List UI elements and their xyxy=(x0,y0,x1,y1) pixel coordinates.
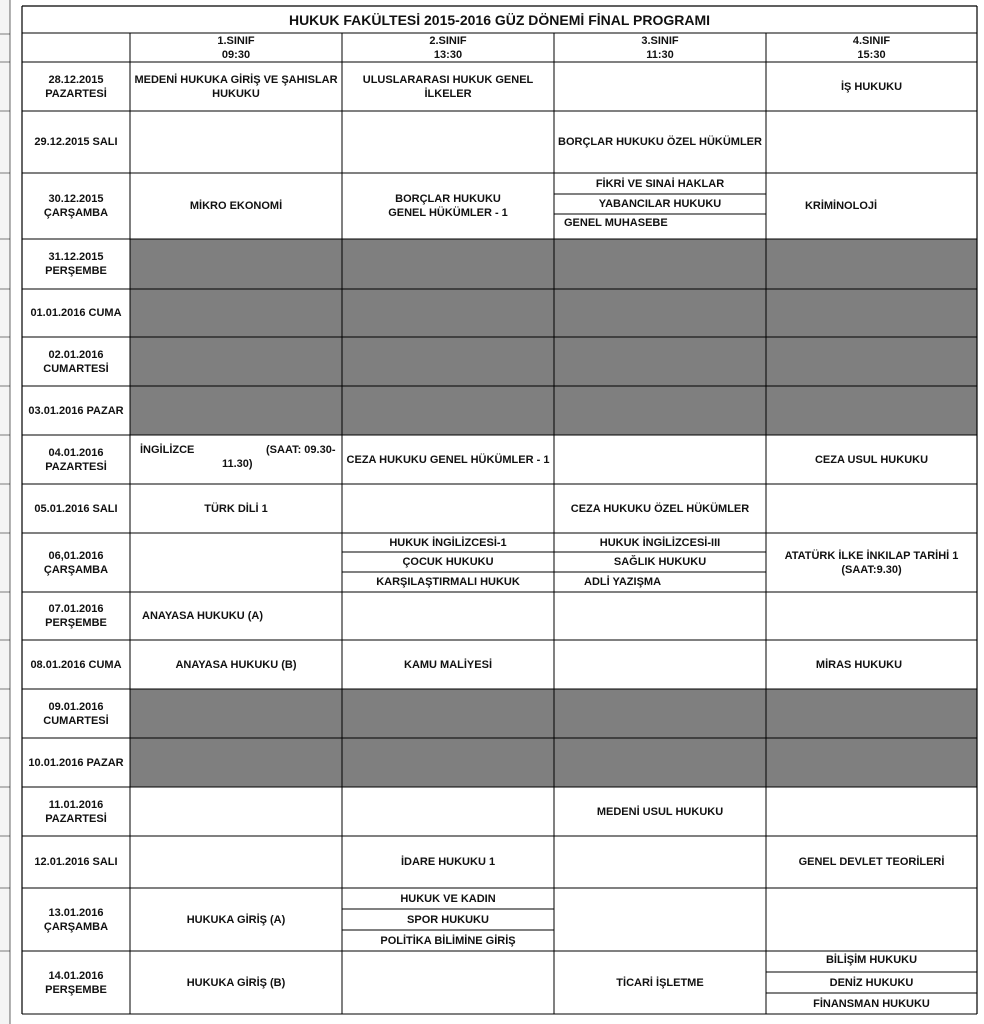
schedule-title: HUKUK FAKÜLTESİ 2015-2016 GÜZ DÖNEMİ FİNAL PROGRAMI xyxy=(288,11,711,28)
exam-cell: ÇOCUK HUKUKU xyxy=(402,556,494,568)
date-cell: 14.01.2016 PERŞEMBE xyxy=(45,969,107,996)
exam-cell: BİLİŞİM HUKUKU xyxy=(825,954,918,966)
exam-cell: POLİTİKA BİLİMİNE GİRİŞ xyxy=(380,934,516,947)
column-time-2: 13:30 xyxy=(433,48,463,61)
exam-cell: ANAYASA HUKUKU (B) xyxy=(175,658,297,671)
gutter-strip xyxy=(0,0,10,1024)
exam-cell: KAMU MALİYESİ xyxy=(404,658,492,671)
column-label-4: 4.SINIF xyxy=(852,34,891,47)
exam-cell: KRİMİNOLOJİ xyxy=(804,200,878,212)
date-cell: 05.01.2016 SALI xyxy=(34,502,118,515)
exam-cell: 11.30) xyxy=(222,458,253,470)
date-cell: 11.01.2016 PAZARTESİ xyxy=(45,798,107,825)
date-cell: 09.01.2016 CUMARTESİ xyxy=(43,700,109,727)
exam-cell: BORÇLAR HUKUKU ÖZEL HÜKÜMLER xyxy=(558,136,762,148)
date-cell: 06,01.2016 ÇARŞAMBA xyxy=(43,549,109,576)
exam-cell: KARŞILAŞTIRMALI HUKUK xyxy=(376,576,520,588)
exam-cell: HUKUKA GİRİŞ (A) xyxy=(186,913,286,926)
exam-cell: ADLİ YAZIŞMA xyxy=(584,576,662,588)
column-time-1: 09:30 xyxy=(221,48,251,61)
exam-cell: BORÇLAR HUKUKU GENEL HÜKÜMLER - 1 xyxy=(388,193,508,219)
date-cell: 07.01.2016 PERŞEMBE xyxy=(45,603,107,629)
exam-cell: HUKUK VE KADIN xyxy=(400,892,496,905)
exam-cell: MEDENİ USUL HUKUKU xyxy=(596,805,724,818)
exam-cell: İNGİLİZCE xyxy=(140,444,195,456)
column-label-2: 2.SINIF xyxy=(429,34,467,47)
date-cell: 03.01.2016 PAZAR xyxy=(28,404,124,417)
exam-cell: CEZA USUL HUKUKU xyxy=(814,453,929,466)
exam-cell: TÜRK DİLİ 1 xyxy=(204,502,268,515)
exam-cell: ULUSLARARASI HUKUK GENEL İLKELER xyxy=(362,73,534,100)
exam-cell: ANAYASA HUKUKU (A) xyxy=(142,610,264,622)
exam-cell: İŞ HUKUKU xyxy=(840,80,903,93)
date-cell: 28.12.2015 PAZARTESİ xyxy=(45,73,107,100)
date-cell: 12.01.2016 SALI xyxy=(34,856,118,868)
exam-cell: CEZA HUKUKU ÖZEL HÜKÜMLER xyxy=(570,502,750,515)
date-cell: 31.12.2015 PERŞEMBE xyxy=(45,251,107,277)
column-time-4: 15:30 xyxy=(857,48,886,61)
exam-cell: MİRAS HUKUKU xyxy=(815,658,903,671)
exam-cell: TİCARİ İŞLETME xyxy=(616,976,704,989)
date-cell: 02.01.2016 CUMARTESİ xyxy=(43,348,109,375)
date-cell: 04.01.2016 PAZARTESİ xyxy=(45,446,107,473)
column-label-3: 3.SINIF xyxy=(641,34,679,47)
column-time-3: 11:30 xyxy=(646,48,674,61)
exam-cell: HUKUK İNGİLİZCESİ-1 xyxy=(389,536,507,549)
exam-cell: ATATÜRK İLKE İNKILAP TARİHİ 1 (SAAT:9.30) xyxy=(784,549,959,576)
date-cell: 10.01.2016 PAZAR xyxy=(28,756,124,769)
column-header-4 xyxy=(766,33,977,62)
date-cell: 08.01.2016 CUMA xyxy=(30,658,122,671)
exam-cell: GENEL DEVLET TEORİLERİ xyxy=(798,856,945,868)
exam-cell: MİKRO EKONOMİ xyxy=(189,200,283,212)
exam-cell: GENEL MUHASEBE xyxy=(564,217,668,229)
date-cell: 30.12.2015 ÇARŞAMBA xyxy=(43,193,109,219)
exam-cell: DENİZ HUKUKU xyxy=(829,976,914,989)
exam-cell: HUKUK İNGİLİZCESİ-III xyxy=(599,536,721,549)
exam-cell: MEDENİ HUKUKA GİRİŞ VE ŞAHISLAR HUKUKU xyxy=(134,73,338,100)
exam-cell: YABANCILAR HUKUKU xyxy=(598,198,722,210)
column-header-3 xyxy=(554,33,766,62)
exam-cell: FİNANSMAN HUKUKU xyxy=(813,997,930,1010)
column-label-1: 1.SINIF xyxy=(217,34,255,47)
date-cell: 01.01.2016 CUMA xyxy=(30,307,122,319)
exam-cell: HUKUKA GİRİŞ (B) xyxy=(186,976,286,989)
exam-cell: (SAAT: 09.30- xyxy=(266,444,336,456)
column-header-2 xyxy=(342,33,554,62)
date-cell: 13.01.2016 ÇARŞAMBA xyxy=(43,906,109,933)
exam-cell: FİKRİ VE SINAİ HAKLAR xyxy=(595,177,725,190)
exam-cell: CEZA HUKUKU GENEL HÜKÜMLER - 1 xyxy=(346,453,550,466)
exam-cell: SPOR HUKUKU xyxy=(407,913,489,926)
exam-cell: SAĞLIK HUKUKU xyxy=(613,556,707,568)
exam-cell: İDARE HUKUKU 1 xyxy=(400,856,496,868)
column-header-1 xyxy=(130,33,342,62)
date-cell: 29.12.2015 SALI xyxy=(34,136,118,148)
